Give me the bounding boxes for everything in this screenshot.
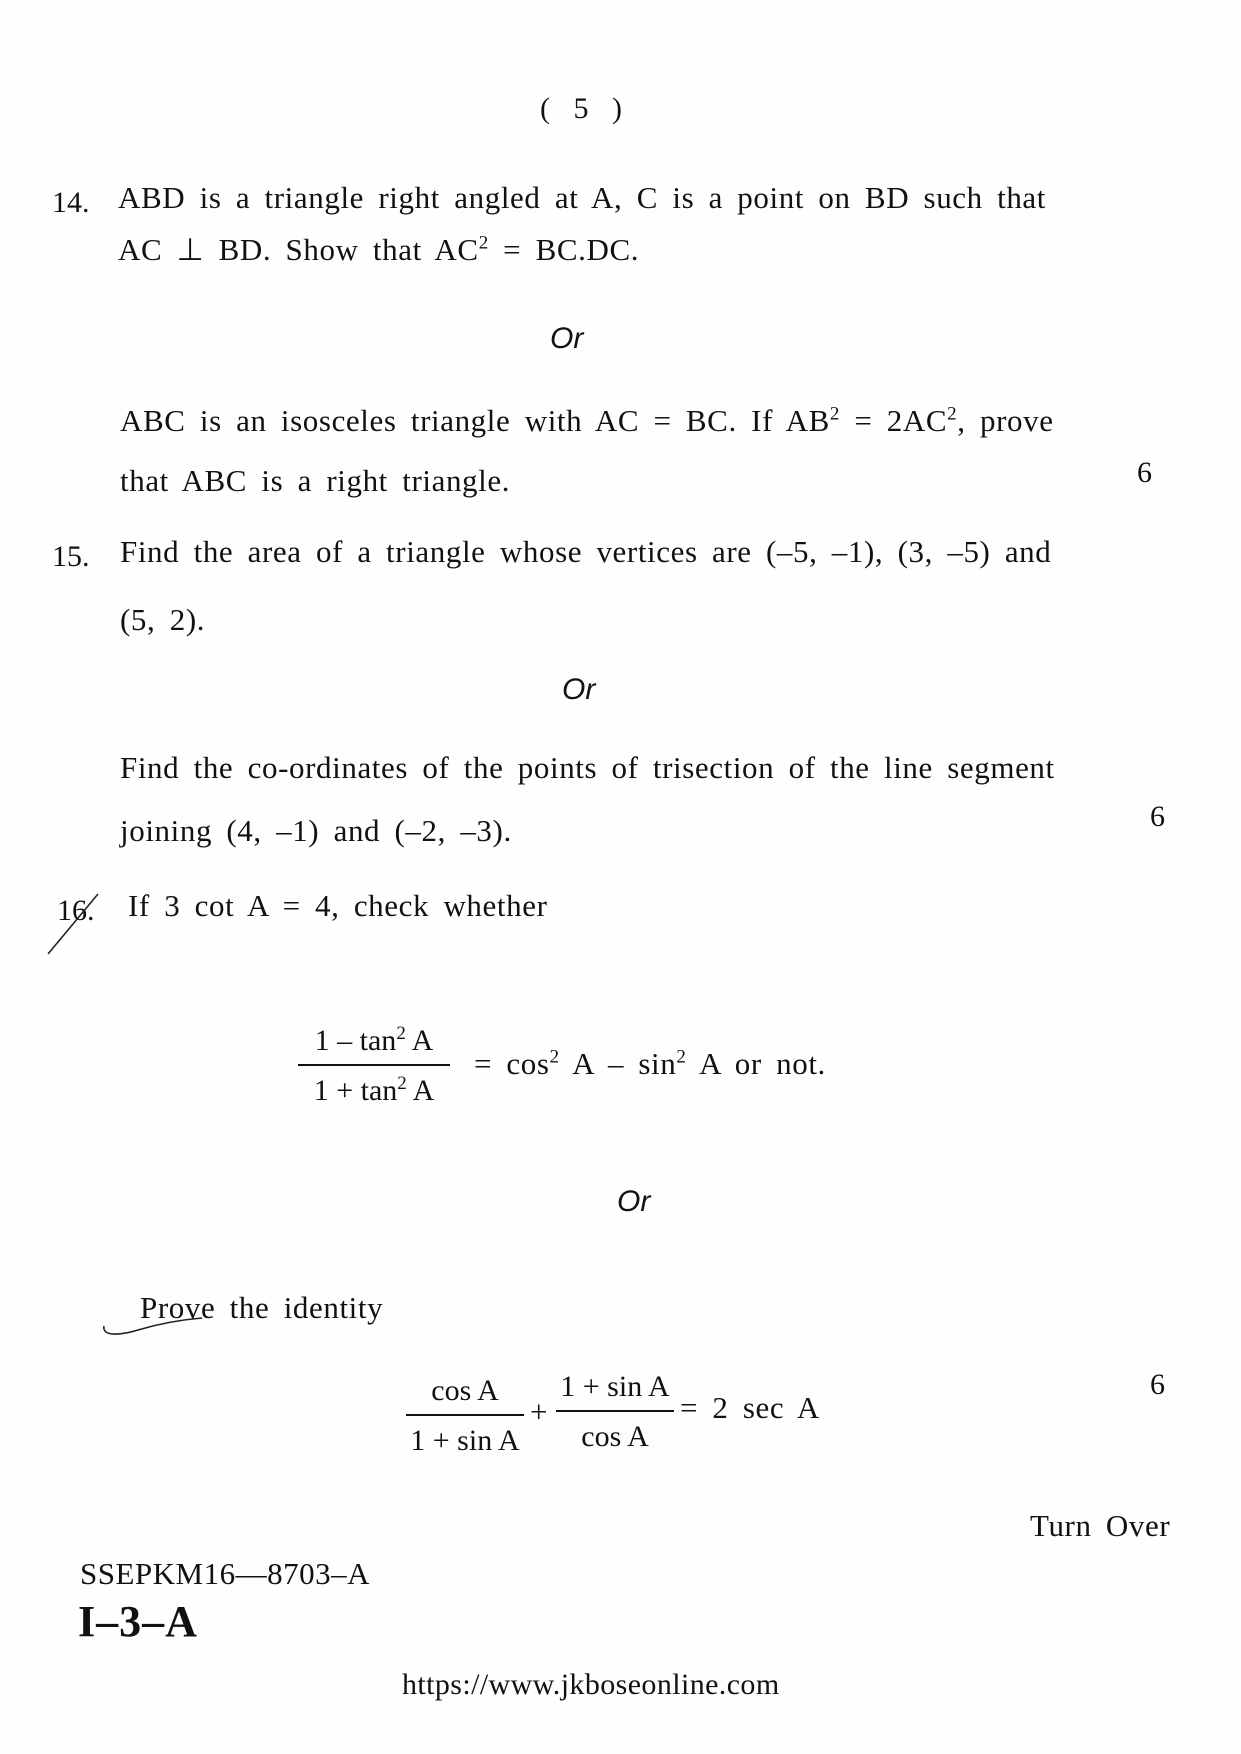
set-code: I–3–A (78, 1597, 198, 1646)
equation-1-denominator: $1 + \tan^2 A$ (313, 1073, 435, 1107)
question-14-line-1: ABD is a triangle right angled at A, C is a point on BD such that (118, 180, 1047, 215)
question-15-line-1: Find the area of a triangle whose vertices are (–5, –1), (3, –5) and (120, 534, 1052, 569)
question-16-marks: 6 (1150, 1368, 1165, 1401)
equation-2-rhs: = 2 sec A (680, 1390, 820, 1425)
source-url: https://www.jkboseonline.com (402, 1668, 780, 1701)
page-number: ( 5 ) (540, 92, 630, 125)
equation-2-fraction-1 (406, 1374, 524, 1458)
paper-code: SSEPKM16—8703–A (80, 1556, 370, 1591)
equation-2-fraction-2 (556, 1370, 674, 1454)
question-15-alt-line-1: Find the co-ordinates of the points of trisection of the line segment (120, 750, 1055, 785)
equation-1-rhs: = $\cos^2 A - \sin^2 A$ or not. (474, 1046, 826, 1081)
question-14-marks: 6 (1137, 456, 1152, 489)
question-14-line-2: AC ⊥ BD. Show that $AC^2 = BC.DC$. (118, 232, 640, 267)
equation-2-fraction-2-numerator: 1 + sin A (560, 1370, 670, 1403)
equation-2-plus: + (530, 1394, 549, 1429)
equation-2-fraction-2-denominator: cos A (581, 1420, 649, 1453)
question-14-alt-line-1: ABC is an isosceles triangle with AC = BC. If $AB^2 = 2AC^2$, prove (120, 403, 1054, 438)
question-14-number: 14. (52, 186, 90, 219)
question-16-number: 16. (57, 894, 95, 927)
pen-tick-mark (40, 890, 110, 960)
pen-underline-mark (98, 1302, 208, 1342)
question-15-or: Or (562, 673, 596, 706)
equation-1-fraction (298, 1024, 450, 1108)
question-15-number: 15. (52, 540, 90, 573)
equation-1-numerator: $1 - \tan^2 A$ (314, 1023, 434, 1057)
question-14-or: Or (550, 322, 584, 355)
question-14-alt-line-2: that ABC is a right triangle. (120, 463, 511, 498)
equation-2-fraction-1-numerator: cos A (431, 1374, 499, 1407)
question-16-line-1: If 3 cot A = 4, check whether (128, 888, 548, 923)
question-15-alt-line-2: joining (4, –1) and (–2, –3). (120, 813, 512, 848)
question-15-line-2: (5, 2). (120, 602, 206, 637)
question-16-alt-line-1: Prove the identity (140, 1290, 384, 1325)
question-16-or: Or (617, 1185, 651, 1218)
equation-2-fraction-1-denominator: 1 + sin A (410, 1424, 520, 1457)
turn-over-label: Turn Over (1030, 1508, 1171, 1543)
question-15-marks: 6 (1150, 800, 1165, 833)
